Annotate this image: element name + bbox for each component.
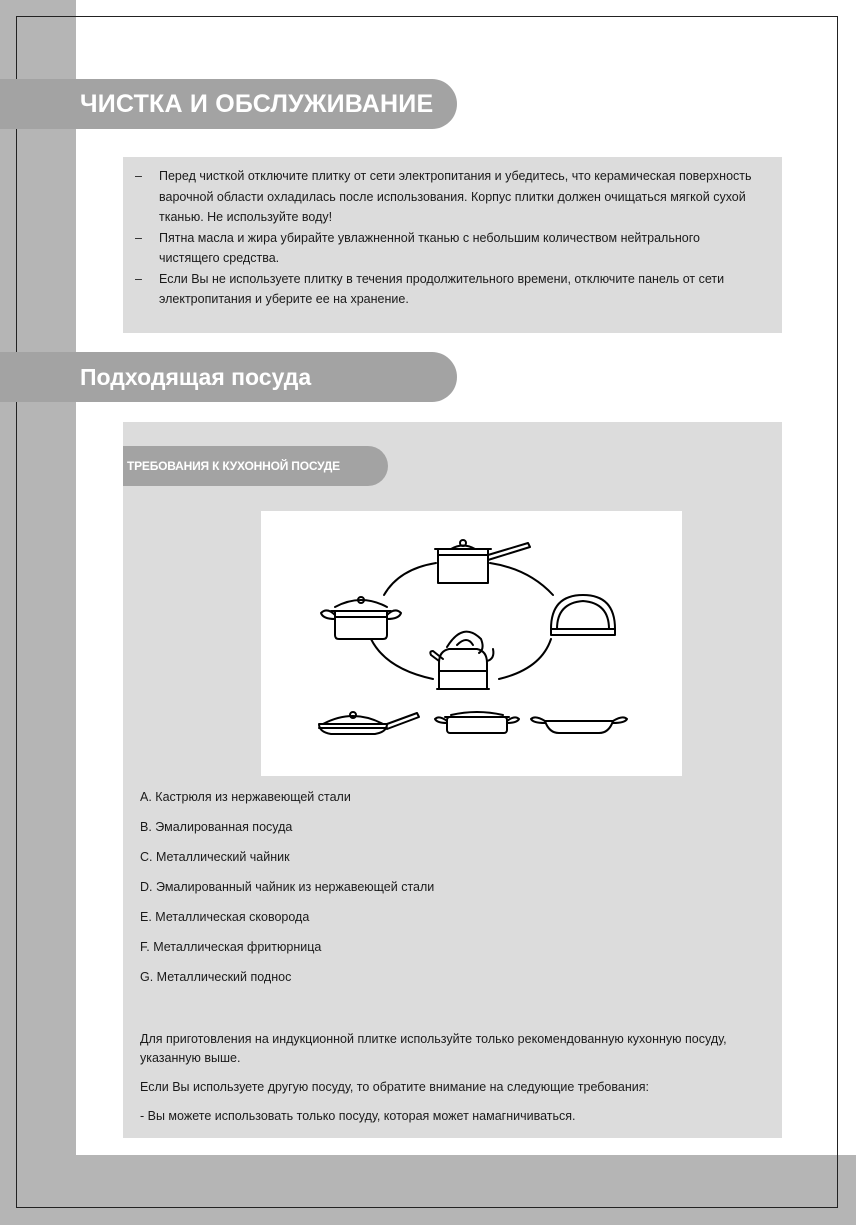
legend-item: C. Металлический чайник — [140, 850, 290, 864]
legend-item: B. Эмалированная посуда — [140, 820, 293, 834]
legend-item: F. Металлическая фритюрница — [140, 940, 322, 954]
tray-icon — [531, 717, 627, 733]
cleaning-item-text: Пятна масла и жира убирайте увлажненной тканью с небольшим количеством нейтрального чистящего средства. — [159, 230, 700, 265]
legend-item: E. Металлическая сковорода — [140, 910, 310, 924]
saucepan-icon — [435, 540, 530, 583]
cookware-notes — [140, 1030, 770, 1136]
casserole-pot-icon — [321, 597, 401, 639]
legend-item: G. Металлический поднос — [140, 970, 292, 984]
dash-bullet: – — [135, 230, 142, 245]
section-title-cookware: Подходящая посуда — [0, 352, 457, 402]
kettle-icon — [430, 632, 493, 689]
note-paragraph: - Вы можете использовать только посуду, которая может намагничиваться. — [140, 1109, 576, 1123]
note-paragraph: Для приготовления на индукционной плитке используйте только рекомендованную кухонную посуду, указанную выше. — [140, 1032, 727, 1065]
cleaning-item-text: Если Вы не используете плитку в течения продолжительного времени, отключите панель от сети электропитания и уберите ее на хранение. — [159, 271, 725, 306]
cleaning-item-text: Перед чисткой отключите плитку от сети электропитания и убедитесь, что керамическая поверхность варочной области охладилась после использования. Корпус плитки должен очищаться мягкой сухой тканью. Не используйте воду! — [159, 169, 752, 224]
cookware-legend — [140, 788, 434, 998]
cookware-subtitle: ТРЕБОВАНИЯ К КУХОННОЙ ПОСУДЕ — [123, 446, 388, 486]
cleaning-item — [135, 228, 762, 269]
cleaning-item — [135, 166, 762, 228]
note-paragraph: Если Вы используете другую посуду, то обратите внимание на следующие требования: — [140, 1080, 649, 1094]
connector-lines-icon — [371, 563, 553, 679]
cleaning-item — [135, 269, 762, 310]
legend-item: A. Кастрюля из нержавеющей стали — [140, 790, 351, 804]
dash-bullet: – — [135, 169, 142, 183]
wok-icon — [551, 595, 615, 635]
frying-pan-icon — [319, 712, 419, 734]
cookware-requirements — [123, 422, 782, 1138]
deep-fryer-icon — [435, 712, 519, 733]
legend-item: D. Эмалированный чайник из нержавеющей стали — [140, 880, 435, 894]
section-title-cleaning: ЧИСТКА И ОБСЛУЖИВАНИЕ — [0, 79, 457, 129]
cookware-illustration — [261, 511, 682, 776]
dash-bullet: – — [135, 271, 142, 286]
cleaning-instructions — [123, 157, 782, 333]
